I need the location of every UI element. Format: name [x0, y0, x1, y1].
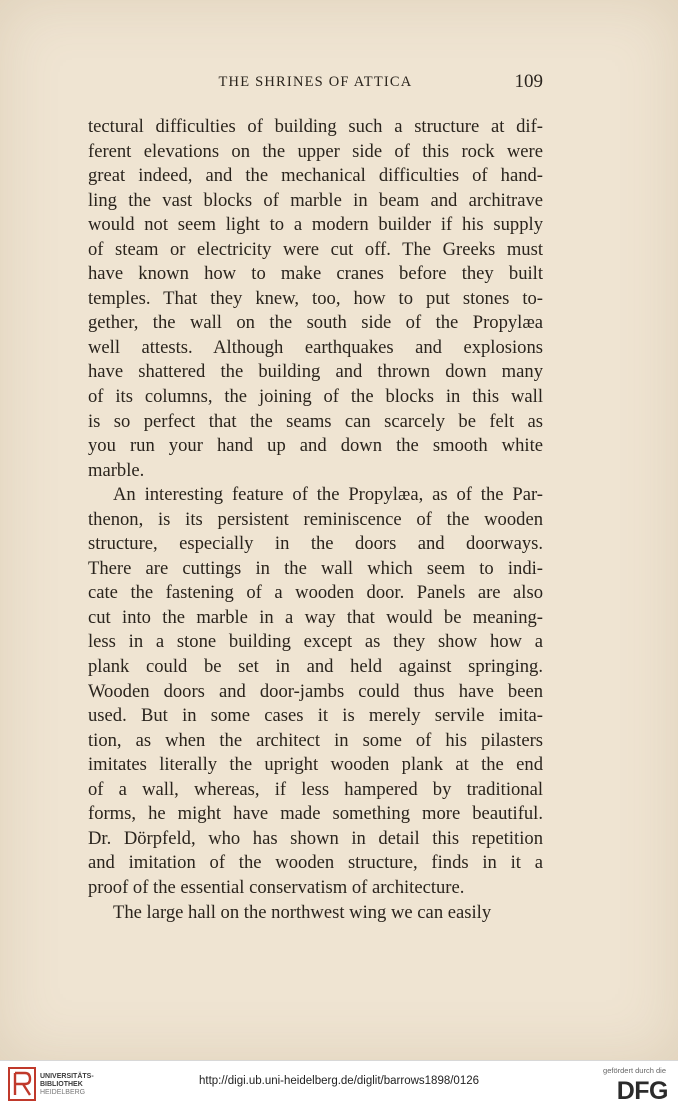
text-line: would not seem light to a modern builder if his supply	[88, 214, 543, 236]
body-text	[88, 115, 543, 925]
text-line: proof of the essential conservatism of architecture.	[88, 876, 465, 898]
text-line: used. But in some cases it is merely servile imita-	[88, 705, 543, 727]
text-line: An interesting feature of the Propylæa, as of the Par-	[113, 484, 543, 506]
text-line: cut into the marble in a way that would be meaning-	[88, 606, 543, 628]
text-line: temples. That they knew, too, how to put stones to-	[88, 287, 543, 309]
text-line: There are cuttings in the wall which seem to indi-	[88, 557, 543, 579]
text-line: is so perfect that the seams can scarcely be felt as	[88, 410, 543, 432]
text-line: of steam or electricity were cut off. The Greeks must	[88, 238, 543, 260]
text-line: of a wall, whereas, if less hampered by traditional	[88, 778, 543, 800]
library-name-line-2: BIBLIOTHEK	[40, 1081, 83, 1088]
text-line: forms, he might have made something more beautiful.	[88, 803, 543, 825]
text-line: less in a stone building except as they show how a	[88, 631, 543, 653]
running-title: THE SHRINES OF ATTICA	[218, 74, 413, 90]
text-line: thenon, is its persistent reminiscence of the wooden	[88, 508, 543, 530]
text-line: Wooden doors and door-jambs could thus have been	[88, 680, 543, 702]
funded-by-label: gefördert durch die	[603, 1066, 666, 1075]
library-name-line-3: HEIDELBERG	[40, 1089, 86, 1096]
text-line: have known how to make cranes before they built	[88, 263, 543, 285]
digitization-footer	[0, 1060, 678, 1109]
library-name-line-1: UNIVERSITÄTS-	[40, 1073, 94, 1080]
text-line: tectural difficulties of building such a structure at dif-	[88, 116, 543, 137]
text-line: The large hall on the northwest wing we can easily	[113, 901, 492, 923]
text-line: ling the vast blocks of marble in beam and architrave	[88, 189, 543, 211]
paragraph	[88, 115, 543, 483]
source-url-link[interactable]: http://digi.ub.uni-heidelberg.de/diglit/barrows1898/0126	[198, 1075, 480, 1087]
text-line: marble.	[88, 459, 145, 481]
text-line: and imitation of the wooden structure, finds in it a	[88, 852, 543, 874]
text-line: gether, the wall on the south side of the Propylæa	[88, 312, 543, 334]
paragraph	[88, 483, 543, 900]
text-line: structure, especially in the doors and doorways.	[88, 533, 543, 555]
text-line: well attests. Although earthquakes and explosions	[88, 336, 543, 358]
text-line: of its columns, the joining of the blocks in this wall	[88, 386, 543, 408]
text-line: ferent elevations on the upper side of this rock were	[88, 140, 543, 162]
paragraph	[88, 901, 543, 926]
text-line: tion, as when the architect in some of his pilasters	[88, 729, 543, 751]
text-line: Dr. Dörpfeld, who has shown in detail this repetition	[88, 827, 543, 849]
text-line: you run your hand up and down the smooth white	[88, 435, 543, 457]
text-line: great indeed, and the mechanical difficulties of hand-	[88, 165, 543, 187]
text-line: imitates literally the upright wooden plank at the end	[88, 754, 543, 776]
text-line: plank could be set in and held against springing.	[88, 656, 543, 678]
page-number: 109	[514, 71, 543, 92]
text-line: have shattered the building and thrown down many	[88, 361, 543, 383]
dfg-logo: DFG	[616, 1077, 668, 1105]
running-header	[88, 71, 543, 100]
text-line: cate the fastening of a wooden door. Panels are also	[88, 582, 543, 604]
